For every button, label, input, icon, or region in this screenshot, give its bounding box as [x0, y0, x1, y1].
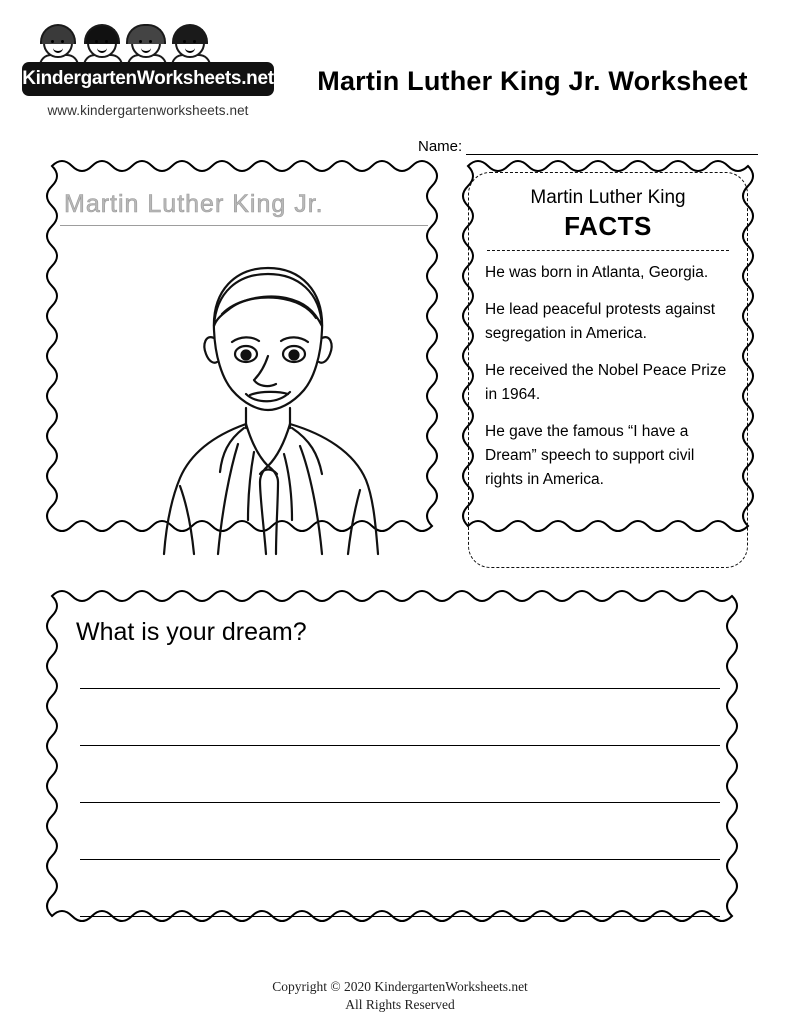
martin-luther-king-portrait — [118, 238, 418, 558]
tracing-title: Martin Luther King Jr. — [64, 190, 324, 218]
worksheet-header — [0, 18, 800, 155]
fact-item: He received the Nobel Peace Prize in 1964. — [485, 362, 727, 404]
writing-line[interactable] — [80, 916, 720, 917]
footer — [0, 978, 800, 1014]
logo-text: KindergartenWorksheets.net — [22, 68, 274, 89]
fact-item: He was born in Atlanta, Georgia. — [485, 264, 709, 281]
fact-item: He lead peaceful protests against segregation in America. — [485, 301, 716, 343]
tracing-underline — [60, 225, 428, 226]
name-label: Name: — [418, 138, 463, 155]
name-field-row — [418, 138, 758, 155]
page-title: Martin Luther King Jr. Worksheet — [317, 66, 748, 96]
writing-prompt-panel — [38, 590, 760, 958]
writing-line[interactable] — [80, 802, 720, 803]
logo-banner — [22, 62, 274, 96]
facts-word: FACTS — [564, 211, 652, 241]
writing-line[interactable] — [80, 745, 720, 746]
picture-panel — [38, 160, 446, 580]
facts-card — [468, 172, 748, 568]
facts-divider — [487, 250, 729, 251]
facts-heading: Martin Luther King — [530, 187, 686, 208]
copyright-text: Copyright © 2020 KindergartenWorksheets.net — [272, 979, 528, 994]
name-input-line[interactable] — [466, 140, 758, 155]
kid-icon — [80, 24, 126, 64]
writing-line[interactable] — [80, 859, 720, 860]
kid-icon — [36, 24, 82, 64]
kid-icon — [168, 24, 214, 64]
facts-panel — [456, 160, 760, 580]
site-logo[interactable] — [22, 26, 282, 118]
fact-item: He gave the famous “I have a Dream” speech to support civil rights in America. — [485, 423, 695, 489]
logo-kids-illustration — [36, 26, 266, 64]
writing-line[interactable] — [80, 688, 720, 689]
site-url: www.kindergartenworksheets.net — [47, 103, 249, 118]
kid-icon — [124, 24, 170, 64]
rights-text: All Rights Reserved — [345, 997, 455, 1013]
prompt-question: What is your dream? — [76, 618, 307, 646]
